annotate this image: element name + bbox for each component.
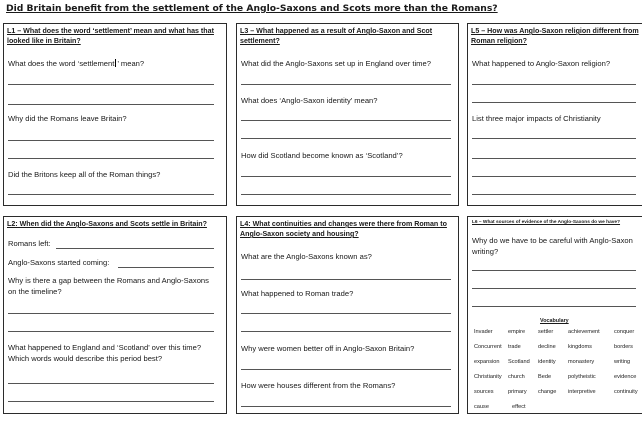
l5-question-1: What happened to Anglo-Saxon religion? (472, 59, 611, 68)
answer-line[interactable] (472, 158, 636, 159)
answer-line[interactable] (8, 383, 214, 384)
l1-question-3: Did the Britons keep all of the Roman things? (8, 170, 161, 179)
answer-line[interactable] (8, 104, 214, 105)
answer-line[interactable] (241, 176, 451, 177)
vocab-word: Concurrent (474, 344, 502, 350)
lesson-6-box (467, 216, 642, 414)
answer-line[interactable] (472, 288, 636, 289)
vocab-word: kingdoms (568, 344, 592, 350)
answer-line[interactable] (8, 194, 214, 195)
answer-line[interactable] (472, 176, 636, 177)
lesson-6-title: L6 – What sources of evidence of the Anglo-Saxons do we have? (472, 220, 621, 225)
l3-question-1: What did the Anglo-Saxons set up in England over time? (241, 59, 431, 68)
answer-line[interactable] (241, 138, 451, 139)
vocab-word: evidence (614, 374, 637, 380)
l3-question-2: What does ‘Anglo-Saxon identity’ mean? (241, 96, 378, 105)
vocab-word: expansion (474, 359, 500, 365)
vocab-word: effect (512, 404, 526, 410)
answer-line[interactable] (241, 279, 451, 280)
l2-question-1: Romans left: (8, 239, 51, 248)
l4-question-1: What are the Anglo-Saxons known as? (241, 252, 372, 261)
l2-question-2: Anglo-Saxons started coming: (8, 258, 110, 267)
answer-line[interactable] (241, 120, 451, 121)
vocab-word: Christianity (474, 374, 502, 380)
l4-question-3: Why were women better off in Anglo-Saxon Britain? (241, 344, 415, 353)
vocab-word: conquer (614, 329, 635, 335)
l2-question-3: Why is there a gap between the Romans and Anglo-Saxons on the timeline? (8, 276, 209, 296)
vocabulary-heading: Vocabulary (540, 318, 569, 324)
lesson-4-title: L4: What continuities and changes were there from Roman to Anglo-Saxon society and housing? (240, 220, 447, 238)
vocab-word: primary (508, 389, 527, 395)
l2-question-4: What happened to England and ‘Scotland’ over this time? Which words would describe this period best? (8, 343, 202, 363)
answer-line[interactable] (241, 84, 451, 85)
vocab-word: identity (538, 359, 556, 365)
vocab-word: achievement (568, 329, 600, 335)
answer-line[interactable] (472, 194, 636, 195)
answer-line[interactable] (472, 138, 636, 139)
lesson-5-box (467, 23, 642, 206)
l1-question-2: Why did the Romans leave Britain? (8, 114, 127, 123)
vocab-word: writing (614, 359, 631, 365)
lesson-3-title: L3 – What happened as a result of Anglo-Saxon and Scot settlement? (240, 27, 433, 45)
l6-question-1: Why do we have to be careful with Anglo-Saxon writing? (472, 236, 633, 256)
answer-line[interactable] (8, 331, 214, 332)
l1-question-1 (8, 59, 144, 68)
lesson-1-title: L1 – What does the word ‘settlement’ mean and what has that looked like in Britain? (7, 27, 214, 45)
answer-line[interactable] (472, 102, 636, 103)
vocab-word: empire (508, 329, 526, 335)
l4-question-2: What happened to Roman trade? (241, 289, 354, 298)
l1-question-1-text-a: What does the word ‘settlement (8, 59, 115, 68)
vocab-word: sources (474, 389, 494, 395)
vocab-word: settler (538, 329, 554, 335)
vocab-word: polytheistic (568, 374, 596, 380)
vocab-word: cause (474, 404, 489, 410)
answer-line[interactable] (8, 401, 214, 402)
lesson-2-box (3, 216, 227, 414)
vocab-word: interpretive (568, 389, 596, 395)
vocab-word: trade (508, 344, 521, 350)
answer-line[interactable] (472, 84, 636, 85)
vocab-word: Scotland (508, 359, 530, 365)
vocab-word: church (508, 374, 525, 380)
answer-line[interactable] (241, 194, 451, 195)
answer-line[interactable] (472, 306, 636, 307)
vocab-word: Bede (538, 374, 552, 380)
lesson-1-box (3, 23, 227, 206)
vocab-word: decline (538, 344, 556, 350)
answer-line[interactable] (8, 84, 214, 85)
l3-question-3: How did Scotland become known as ‘Scotland’? (241, 151, 403, 160)
worksheet-title: Did Britain benefit from the settlement of the Anglo-Saxons and Scots more than the Romans? (6, 3, 498, 14)
lesson-5-title: L5 – How was Anglo-Saxon religion different from Roman religion? (471, 27, 639, 45)
answer-line[interactable] (241, 331, 451, 332)
lesson-3-box (236, 23, 459, 206)
vocab-word: Invader (474, 329, 493, 335)
answer-line[interactable] (8, 140, 214, 141)
answer-line[interactable] (472, 270, 636, 271)
vocab-word: monastery (568, 359, 595, 365)
answer-line[interactable] (241, 406, 451, 407)
l1-question-1-text-b: ’ mean? (117, 59, 145, 68)
answer-line[interactable] (8, 158, 214, 159)
answer-line[interactable] (56, 248, 214, 249)
vocab-word: continuity (614, 389, 638, 395)
answer-line[interactable] (241, 313, 451, 314)
l5-question-2: List three major impacts of Christianity (472, 114, 601, 123)
vocab-word: borders (614, 344, 633, 350)
lesson-2-title: L2: When did the Anglo-Saxons and Scots settle in Britain? (7, 220, 207, 228)
l4-question-4: How were houses different from the Romans? (241, 381, 396, 390)
answer-line[interactable] (241, 369, 451, 370)
vocab-word: change (538, 389, 557, 395)
lesson-4-box (236, 216, 459, 414)
answer-line[interactable] (118, 267, 214, 268)
answer-line[interactable] (8, 313, 214, 314)
